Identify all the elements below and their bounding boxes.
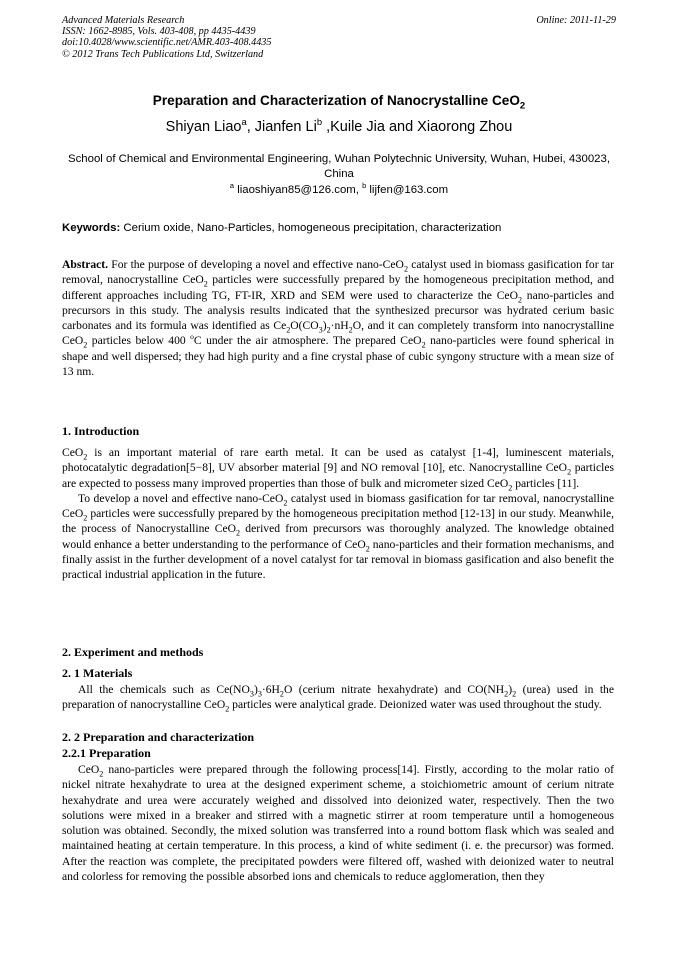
intro-text: nano-particles and their formation mechanisms, and finally assist in the further development of a novel catalyst for tar removal in biomass gasification and also benefit the practical industrial application in the future. <box>62 537 614 581</box>
section-1-heading <box>62 424 139 439</box>
email-a[interactable]: liaoshiyan85@126.com, <box>234 184 363 196</box>
sub: 2 <box>83 340 88 350</box>
sub: 2 <box>83 513 88 523</box>
preparation-body <box>62 762 614 884</box>
sub: 3 <box>257 689 262 699</box>
materials-text: (urea) used in the preparation of nanocrystalline CeO <box>62 683 614 712</box>
abstract-text: catalyst used in biomass gasification for tar removal, nanocrystalline CeO <box>62 258 614 287</box>
intro-text: particles were successfully prepared by the homogeneous precipitation method [12-13] in our study. Meanwhile, the process of Nanocrystalline CeO <box>62 507 614 536</box>
intro-text: catalyst used in biomass gasification for tar removal, nanocrystalline CeO <box>62 491 614 520</box>
sub: 2 <box>403 264 408 274</box>
journal-name: Advanced Materials Research <box>62 15 185 26</box>
sub: 2 <box>508 482 513 492</box>
abstract-text: nano-particles and precursors in this study. The analysis results indicated that the synthesized precursor was hydrated cerium basic carbonates and its formula was identified as Ce <box>62 288 614 332</box>
sub: 3 <box>249 689 254 699</box>
author-list <box>62 116 616 135</box>
abstract-text: O, and it can completely transform into nanocrystalline CeO <box>62 319 614 348</box>
sub: 2 <box>203 279 208 289</box>
intro-text: particles are expected to possess many improved properties than those of bulk and micrometer sized CeO <box>62 461 614 490</box>
materials-text: ) <box>253 683 258 696</box>
section-2-heading: 2. Experiment and methods <box>62 645 204 659</box>
section-number: 1 <box>62 424 68 438</box>
online-date: Online: 2011-11-29 <box>536 15 616 26</box>
introduction-body <box>62 445 614 582</box>
email-b[interactable]: lijfen@163.com <box>366 184 449 196</box>
materials-text: particles were analytical grade. Deionized water was used throughout the study. <box>229 698 602 712</box>
abstract-text: particles below 400 <box>87 334 191 348</box>
preparation-text: CeO <box>78 763 100 776</box>
keywords-label: Keywords: <box>62 222 121 234</box>
abstract-text: For the purpose of developing a novel and effective nano-CeO <box>108 258 404 271</box>
sub: 2 <box>283 498 288 508</box>
title-subscript: 2 <box>519 100 526 112</box>
abstract-text: nano-particles were found spherical in shape and well dispersed; they had high purity and a fine crystal phase of cubic syngony structure with a mean size of 13 nm. <box>62 334 614 378</box>
sub: 2 <box>326 325 331 335</box>
sub: 2 <box>504 689 509 699</box>
materials-text: ·6H <box>261 683 280 696</box>
sub: 2 <box>279 689 284 699</box>
intro-text: is an important material of rare earth metal. It can be used as catalyst [1-4], luminescent materials, photocatalytic degradation[5−8], UV absorber material [9] and NO removal [10], etc. Nanocrystalline CeO <box>62 446 614 475</box>
email-a-mark: a <box>229 181 235 191</box>
intro-text: To develop a novel and effective nano-CeO <box>78 491 284 505</box>
sub: 2 <box>421 340 426 350</box>
abstract-text: O(CO <box>290 319 319 332</box>
subsection-materials-heading: 2. 1 Materials <box>62 666 133 680</box>
doi-line: doi:10.4028/www.scientific.net/AMR.403-408.4435 <box>62 37 272 49</box>
keywords <box>62 222 622 234</box>
affiliation: School of Chemical and Environmental Engineering, Wuhan Polytechnic University, Wuhan, Hubei, 430023, China <box>68 153 610 180</box>
abstract-label: Abstract. <box>62 258 109 271</box>
sub: 2 <box>517 294 523 304</box>
abstract-text: particles were successfully prepared by the homogeneous precipitation method, and different approaches including TG, FT-IR, XRD and SEM were used to characterize the CeO <box>62 273 614 302</box>
email-b-mark: b <box>362 181 367 191</box>
intro-paragraph-1 <box>62 445 614 491</box>
author-1: Shiyan Liao <box>165 119 242 135</box>
sub: 2 <box>83 452 88 462</box>
issn-line: ISSN: 1662-8985, Vols. 403-408, pp 4435-4439 <box>62 26 256 38</box>
paper-title <box>62 93 616 112</box>
author-2: , Jianfen Li <box>246 119 317 135</box>
title-text: Preparation and Characterization of Nanocrystalline CeO <box>152 93 520 108</box>
intro-text: derived from precursors was thoroughly analyzed. The knowledge obtained would enhance a better understanding to the performance of CeO <box>62 522 614 551</box>
other-authors: ,Kuile Jia and Xiaorong Zhou <box>322 119 513 135</box>
abstract-text: ) <box>322 319 327 332</box>
subsection-preparation-heading: 2. 2 Preparation and characterization <box>62 730 255 744</box>
author-emails <box>62 181 616 196</box>
author-2-mark: b <box>316 116 323 128</box>
intro-paragraph-2 <box>62 491 614 583</box>
author-1-mark: a <box>241 116 247 128</box>
abstract-text: C under the air atmosphere. The prepared CeO <box>193 334 422 348</box>
abstract-text: ·nH <box>330 319 349 332</box>
degree-mark: o <box>190 332 194 342</box>
materials-body <box>62 682 614 713</box>
sub: 2 <box>348 325 353 335</box>
sub: 2 <box>286 325 291 335</box>
sub: 2 <box>99 769 104 779</box>
preparation-text: nano-particles were prepared through the following process[14]. Firstly, according to the molar ratio of nickel nitrate hexahydrate to urea at the designed experiment scheme, a stoichiometric amount of cerium nitrate hexahydrate and urea were accurately weighed and dissolved into deionized water, respectively. Then the two solutions were mixed in a breaker and stirred with a magnetic stirrer at room temperature until a homogeneous solution was obtained. Secondly, the mixed solution was transferred into a round bottom flask which was sealed and maintained heating at certain temperature. In this process, a kind of white sediment (i. e. the precursor) was formed. After the reaction was complete, the precipitated powders were filtered off, washed with deionized water to neutral and colorless for removing the possible absorbed ions and chemicals to reduce agglomeration, then they <box>62 763 614 883</box>
materials-text: ) <box>508 683 513 696</box>
sub: 2 <box>365 543 370 553</box>
copyright-line: © 2012 Trans Tech Publications Ltd, Switzerland <box>62 48 264 60</box>
abstract <box>62 257 614 379</box>
intro-text: particles [11]. <box>512 476 580 490</box>
sub: 2 <box>236 528 241 538</box>
sub: 2 <box>567 467 572 477</box>
intro-text: CeO <box>62 446 84 459</box>
materials-text: O (cerium nitrate hexahydrate) and CO(NH <box>283 683 505 696</box>
section-title: . Introduction <box>68 424 140 438</box>
keywords-text: Cerium oxide, Nano-Particles, homogeneous precipitation, characterization <box>120 222 502 234</box>
sub: 3 <box>318 325 323 335</box>
materials-text: All the chemicals such as Ce(NO <box>78 683 250 696</box>
sub: 2 <box>225 704 230 714</box>
sub: 2 <box>512 689 517 699</box>
journal-header <box>62 15 271 60</box>
subsubsection-preparation-heading: 2.2.1 Preparation <box>62 746 151 760</box>
